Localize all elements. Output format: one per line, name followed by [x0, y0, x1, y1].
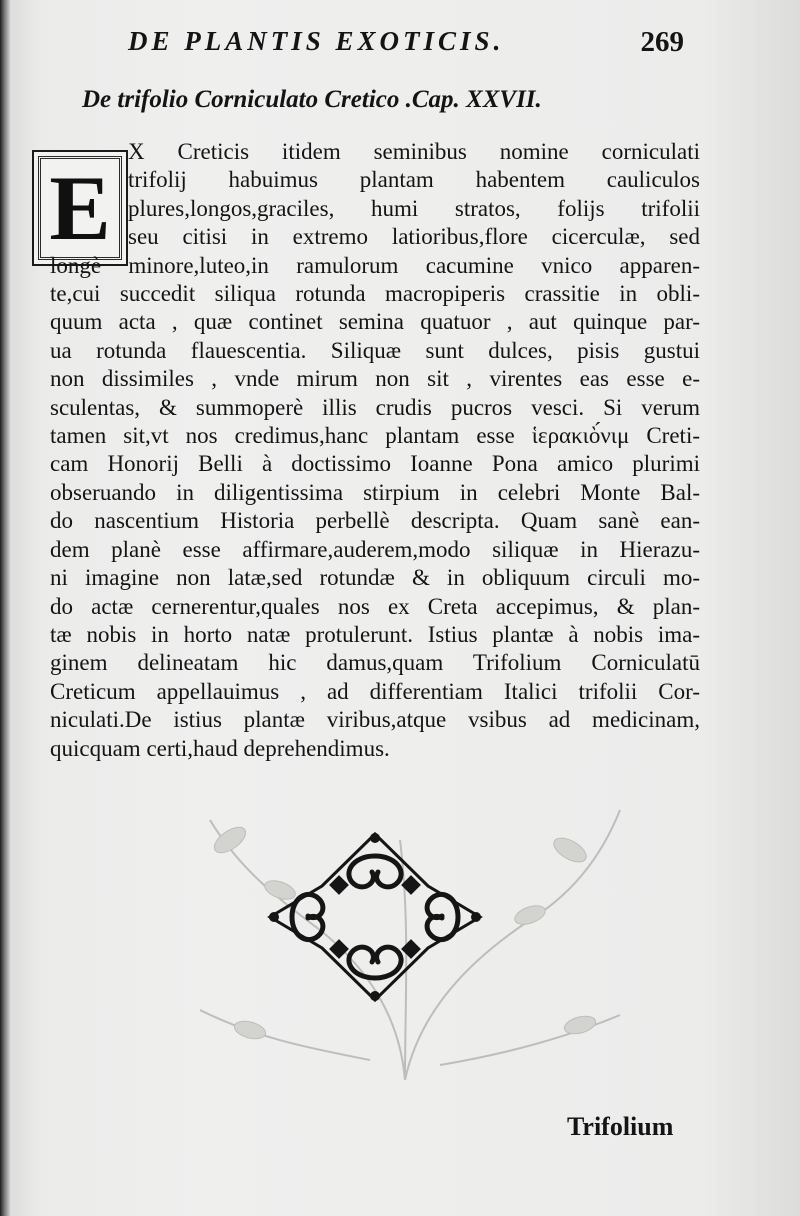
- text-line: X Creticis itidem seminibus nomine corniculati: [128, 139, 700, 164]
- text-line: ginem delineatam hic damus,quam Trifolium Corniculatū: [50, 650, 700, 676]
- text-line: niculati.De istius plantæ viribus,atque vsibus ad medicinam,: [50, 707, 700, 733]
- text-line: quicquam certi,haud deprehendimus.: [50, 735, 390, 761]
- text-line: do actæ cernerentur,quales nos ex Creta accepimus, & plan-: [50, 593, 700, 619]
- page-number: 269: [640, 26, 684, 58]
- binding-gutter: [0, 0, 10, 1216]
- text-line: tamen sit,vt nos credimus,hanc plantam esse ἱερακιὸ́νιμ Creti-: [50, 423, 700, 449]
- catchword: Trifolium: [567, 1112, 674, 1141]
- text-line: cam Honorij Belli à doctissimo Ioanne Pona amico plurimi: [50, 451, 700, 477]
- running-head: [128, 26, 688, 60]
- text-line: do nascentium Historia perbellè descripta. Quam sanè ean-: [50, 508, 700, 534]
- text-line: ni imagine non latæ,sed rotundæ & in obliquum circuli mo-: [50, 565, 700, 591]
- initial-letter: E: [49, 157, 111, 259]
- text-line: dem planè esse affirmare,auderem,modo siliquæ in Hierazu-: [50, 536, 700, 562]
- ornament-flourish: [262, 826, 488, 1008]
- text-line: tæ nobis in horto natæ protulerunt. Istius plantæ à nobis ima-: [50, 621, 700, 647]
- chapter-heading: De trifolio Corniculato Cretico .Cap. XXVII.: [82, 86, 542, 113]
- running-title: DE PLANTIS EXOTICIS.: [128, 26, 505, 56]
- text-line: Creticum appellauimus , ad differentiam Italici trifolii Cor-: [50, 678, 700, 704]
- text-line: quum acta , quæ continet semina quatuor , aut quinque par-: [50, 309, 700, 335]
- text-line: seu citisi in extremo latioribus,flore cicerculæ, sed: [128, 224, 700, 250]
- text-line: te,cui succedit siliqua rotunda macropiperis crassitie in obli-: [50, 281, 700, 307]
- text-line: plures,longos,graciles, humi stratos, folijs trifolii: [128, 195, 700, 221]
- text-line: obseruando in diligentissima stirpium in celebri Monte Bal-: [50, 479, 700, 505]
- text-line: non dissimiles , vnde mirum non sit , virentes eas esse e-: [50, 366, 700, 392]
- text-line: sculentas, & summoperè illis crudis pucros vesci. Si verum: [50, 394, 700, 420]
- text-line: longè minore,luteo,in ramulorum cacumine vnico apparen-: [50, 252, 700, 278]
- body-text: [50, 138, 700, 763]
- text-line: trifolij habuimus plantam habentem cauliculos: [128, 167, 700, 193]
- text-line: ua rotunda flauescentia. Siliquæ sunt dulces, pisis gustui: [50, 337, 700, 363]
